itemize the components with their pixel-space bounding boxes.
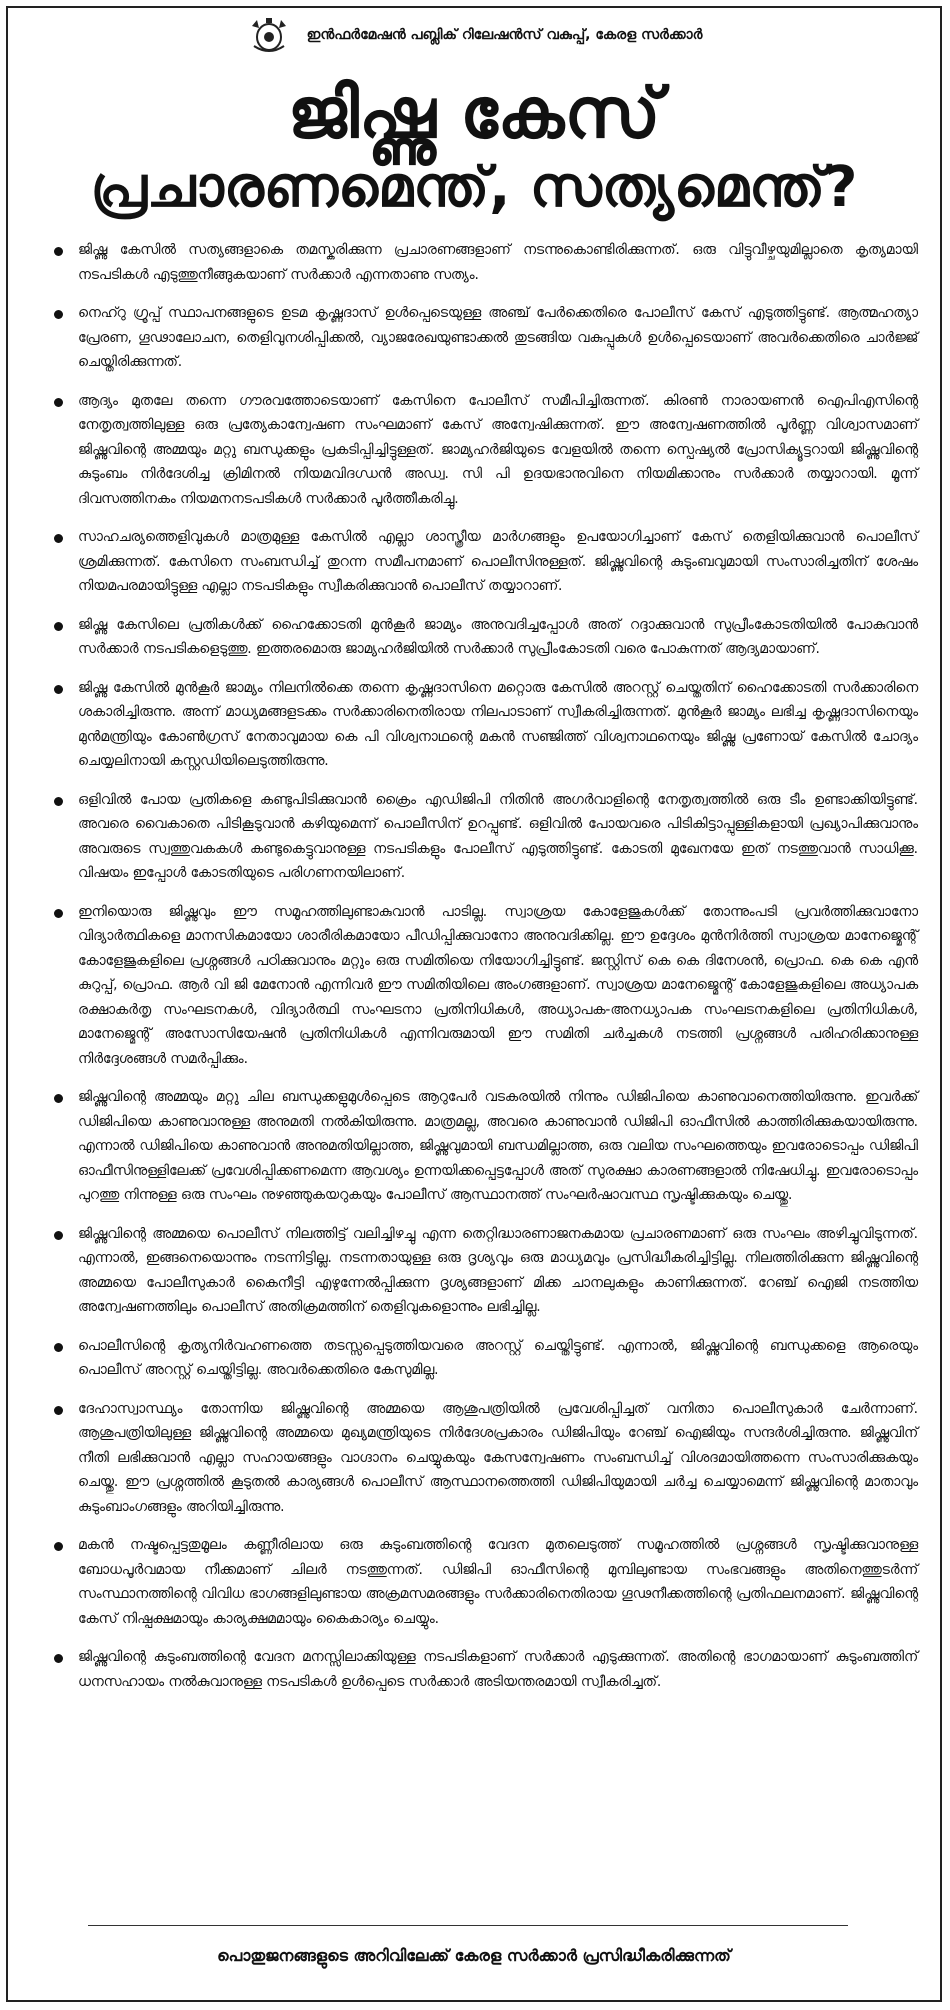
footer-divider [88, 1925, 848, 1926]
list-item [78, 788, 918, 886]
list-item [78, 1334, 918, 1383]
list-item [78, 525, 918, 599]
bullet-icon [54, 685, 63, 694]
paragraph-text: പൊലീസിന്റെ കൃത്യനിർവഹണത്തെ തടസ്സപ്പെടുത്തിയവരെ അറസ്റ്റ് ചെയ്തിട്ടുണ്ട്. എന്നാൽ, ജിഷ്ണുവിന്റെ ബന്ധുക്കളെ ആരെയും പൊലീസ് അറസ്റ്റ് ചെയ്തിട്ടില്ല. അവർക്കെതിരെ കേസുമില്ല. [78, 1337, 918, 1378]
list-item [78, 1533, 918, 1631]
bullet-icon [54, 1406, 63, 1415]
bullet-icon [54, 1094, 63, 1103]
paragraph-text: ജിഷ്ണു കേസിലെ പ്രതികൾക്ക് ഹൈക്കോടതി മുൻകൂർ ജാമ്യം അനുവദിച്ചപ്പോൾ അത് റദ്ദാക്കുവാൻ സുപ്രീംകോടതിയിൽ പോകുവാൻ സർക്കാർ നടപടികളെടുത്തു. ഇത്തരമൊരു ജാമ്യഹർജിയിൽ സർക്കാർ സുപ്രീംകോടതി വരെ പോകുന്നത് ആദ്യമായാണ്. [78, 616, 918, 657]
department-name: ഇൻഫർമേഷൻ പബ്ലിക് റിലേഷൻസ് വകുപ്പ്, കേരള സർക്കാർ [306, 27, 703, 43]
bullet-icon [54, 797, 63, 806]
footer-text: പൊതുജനങ്ങളുടെ അറിവിലേക്ക് കേരള സർക്കാർ പ്രസിദ്ധീകരിക്കുന്നത് [217, 1946, 731, 1965]
paragraph-text: ജിഷ്ണുവിന്റെ കുടുംബത്തിന്റെ വേദന മനസ്സിലാക്കിയുള്ള നടപടികളാണ് സർക്കാർ എടുക്കുന്നത്. അതിന്റെ ഭാഗമായാണ് കുടുംബത്തിന് ധനസഹായം നൽകുവാനുള്ള നടപടികൾ ഉൾപ്പെടെ സർക്കാർ അടിയന്തരമായി സ്വീകരിച്ചത്. [78, 1649, 918, 1690]
bullet-icon [54, 1542, 63, 1551]
list-item [78, 613, 918, 662]
list-item [78, 301, 918, 375]
list-item [78, 1645, 918, 1694]
bullet-icon [54, 622, 63, 631]
kerala-emblem-icon [246, 16, 292, 54]
bullet-icon [54, 1231, 63, 1240]
list-item [78, 1085, 918, 1208]
list-item [78, 676, 918, 774]
bullet-icon [54, 247, 63, 256]
paragraph-text: സാഹചര്യത്തെളിവുകൾ മാത്രമുള്ള കേസിൽ എല്ലാ ശാസ്ത്രീയ മാർഗങ്ങളും ഉപയോഗിച്ചാണ് കേസ് തെളിയിക്കുവാൻ പൊലീസ് ശ്രമിക്കുന്നത്. കേസിനെ സംബന്ധിച്ച് തുറന്ന സമീപനമാണ് പൊലീസിനുള്ളത്. ജിഷ്ണുവിന്റെ കുടുംബവുമായി സംസാരിച്ചതിന് ശേഷം നിയമപരമായിട്ടുള്ള എല്ലാ നടപടികളും സ്വീകരിക്കുവാൻ പൊലീസ് തയ്യാറാണ്. [78, 529, 918, 594]
list-item [78, 1397, 918, 1520]
headline-title: ജിഷ്ണു കേസ് [287, 72, 661, 154]
statement-list [78, 238, 918, 1708]
paragraph-text: ഒളിവിൽ പോയ പ്രതികളെ കണ്ടുപിടിക്കുവാൻ ക്രൈം എഡിജിപി നിതിൻ അഗർവാളിന്റെ നേതൃത്വത്തിൽ ഒരു ടീം ഉണ്ടാക്കിയിട്ടുണ്ട്. അവരെ വൈകാതെ പിടികൂടുവാൻ കഴിയുമെന്ന് പൊലീസിന് ഉറപ്പുണ്ട്. ഒളിവിൽ പോയവരെ പിടികിട്ടാപ്പുള്ളികളായി പ്രഖ്യാപിക്കുവാനും അവരുടെ സ്വത്തുവകകൾ കണ്ടുകെട്ടുവാനുള്ള നടപടികളും പോലീസ് എടുത്തിട്ടുണ്ട്. കോടതി മുഖേനയേ ഇത് നടത്തുവാൻ സാധിക്കൂ. വിഷയം ഇപ്പോൾ കോടതിയുടെ പരിഗണനയിലാണ്. [78, 791, 918, 881]
bullet-icon [54, 398, 63, 407]
list-item [78, 238, 918, 287]
paragraph-text: ആദ്യം മുതലേ തന്നെ ഗൗരവത്തോടെയാണ് കേസിനെ പോലീസ് സമീപിച്ചിരുന്നത്. കിരൺ നാരായണൻ ഐപിഎസിന്റെ നേതൃത്വത്തിലുള്ള ഒരു പ്രത്യേകാന്വേഷണ സംഘമാണ് കേസ് അന്വേഷിക്കുന്നത്. ഈ അന്വേഷണത്തിൽ പൂർണ്ണ വിശ്വാസമാണ് ജിഷ്ണുവിന്റെ അമ്മയും മറ്റു ബന്ധുക്കളും പ്രകടിപ്പിച്ചിട്ടുള്ളത്. ജാമ്യഹർജിയുടെ വേളയിൽ തന്നെ സ്പെഷ്യൽ പ്രോസിക്യൂട്ടറായി ജിഷ്ണുവിന്റെ കുടുംബം നിർദേശിച്ച ക്രിമിനൽ നിയമവിദഗ്ധൻ അഡ്വ. സി പി ഉദയഭാനുവിനെ നിയമിക്കാനും സർക്കാർ തയ്യാറായി. മൂന്ന് ദിവസത്തിനകം നിയമനനടപടികൾ സർക്കാർ പൂർത്തീകരിച്ചു. [78, 392, 918, 507]
bullet-icon [54, 909, 63, 918]
paragraph-text: ജിഷ്ണുവിന്റെ അമ്മയും മറ്റു ചില ബന്ധുക്കളുമുൾപ്പെടെ ആറുപേർ വടകരയിൽ നിന്നും ഡിജിപിയെ കാണുവാനെത്തിയിരുന്നു. ഇവർക്ക് ഡിജിപിയെ കാണുവാനുള്ള അനുമതി നൽകിയിരുന്നു. മാത്രമല്ല, അവരെ കാണുവാൻ ഡിജിപി ഓഫീസിൽ കാത്തിരിക്കുകയായിരുന്നു. എന്നാൽ ഡിജിപിയെ കാണുവാൻ അനുമതിയില്ലാത്ത, ജിഷ്ണുവുമായി ബന്ധമില്ലാത്ത, ഒരു വലിയ സംഘത്തെയും ഇവരോടൊപ്പം ഡിജിപി ഓഫീസിനുള്ളിലേക്ക് പ്രവേശിപ്പിക്കണമെന്ന ആവശ്യം ഉന്നയിക്കപ്പെട്ടപ്പോൾ അത് സുരക്ഷാ കാരണങ്ങളാൽ നിഷേധിച്ചു. ഇവരോടൊപ്പം പുറത്തു നിന്നുള്ള ഒരു സംഘം നുഴഞ്ഞുകയറുകയും പോലീസ് ആസ്ഥാനത്ത് സംഘർഷാവസ്ഥ സൃഷ്ടിക്കുകയും ചെയ്തു. [78, 1089, 918, 1203]
bullet-icon [54, 310, 63, 319]
headline-subtitle: പ്രചാരണമെന്ത്, സത്യമെന്ത്? [90, 155, 858, 220]
header [8, 16, 940, 54]
advertisement-page [6, 6, 942, 2002]
list-item [78, 389, 918, 512]
list-item [78, 900, 918, 1072]
paragraph-text: ജിഷ്ണുവിന്റെ അമ്മയെ പൊലീസ് നിലത്തിട്ട് വലിച്ചിഴച്ചു എന്ന തെറ്റിദ്ധാരണാജനകമായ പ്രചാരണമാണ് ഒരു സംഘം അഴിച്ചുവിടുന്നത്. എന്നാൽ, ഇങ്ങനെയൊന്നും നടന്നിട്ടില്ല. നടന്നതായുള്ള ഒരു ദൃശ്യവും ഒരു മാധ്യമവും പ്രസിദ്ധീകരിച്ചിട്ടില്ല. നിലത്തിരിക്കുന്ന ജിഷ്ണുവിന്റെ അമ്മയെ പോലീസുകാർ കൈനീട്ടി എഴുന്നേൽപ്പിക്കുന്ന ദൃശ്യങ്ങളാണ് മിക്ക ചാനലുകളും കാണിക്കുന്നത്. റേഞ്ച് ഐജി നടത്തിയ അന്വേഷണത്തിലും പൊലീസ് അതിക്രമത്തിന് തെളിവുകളൊന്നും ലഭിച്ചില്ല. [78, 1225, 918, 1315]
paragraph-text: നെഹ്റു ഗ്രൂപ്പ് സ്ഥാപനങ്ങളുടെ ഉടമ കൃഷ്ണദാസ് ഉൾപ്പെടെയുള്ള അഞ്ച് പേർക്കെതിരെ പോലീസ് കേസ് എടുത്തിട്ടുണ്ട്. ആത്മഹത്യാ പ്രേരണ, ഗൂഢാലോചന, തെളിവുനശിപ്പിക്കൽ, വ്യാജരേഖയുണ്ടാക്കൽ തുടങ്ങിയ വകുപ്പുകൾ ഉൾപ്പെടെയാണ് അവർക്കെതിരെ ചാർജ്ജ് ചെയ്തിരിക്കുന്നത്. [78, 305, 918, 370]
list-item [78, 1222, 918, 1320]
paragraph-text: ജിഷ്ണു കേസിൽ സത്യങ്ങളാകെ തമസ്കരിക്കുന്ന പ്രചാരണങ്ങളാണ് നടന്നുകൊണ്ടിരിക്കുന്നത്. ഒരു വിട്ടുവീഴ്ചയുമില്ലാതെ കൃത്യമായി നടപടികൾ എടുത്തുനീങ്ങുകയാണ് സർക്കാർ എന്നതാണു സത്യം. [78, 242, 918, 283]
bullet-icon [54, 1654, 63, 1663]
paragraph-text: ഇനിയൊരു ജിഷ്ണുവും ഈ സമൂഹത്തിലുണ്ടാകുവാൻ പാടില്ല. സ്വാശ്രയ കോളേജുകൾക്ക് തോന്നുംപടി പ്രവർത്തിക്കുവാനോ വിദ്യാർത്ഥികളെ മാനസികമായോ ശാരീരികമായോ പീഡിപ്പിക്കുവാനോ അനുവദിക്കില്ല. ഈ ഉദ്ദേശം മുൻനിർത്തി സ്വാശ്രയ മാനേജ്മെന്റ് കോളേജുകളിലെ പ്രശ്നങ്ങൾ പഠിക്കുവാനും മറ്റും ഒരു സമിതിയെ നിയോഗിച്ചിട്ടുണ്ട്. ജസ്റ്റിസ് കെ കെ ദിനേശൻ, പ്രൊഫ. കെ കെ എൻ കുറുപ്പ്, പ്രൊഫ. ആർ വി ജി മേനോൻ എന്നിവർ ഈ സമിതിയിലെ അംഗങ്ങളാണ്. സ്വാശ്രയ മാനേജ്മെന്റ് കോളേജുകളിലെ അധ്യാപക രക്ഷാകർതൃ സംഘടനകൾ, വിദ്യാർത്ഥി സംഘടനാ പ്രതിനിധികൾ, അധ്യാപക-അനധ്യാപക സംഘടനകളിലെ പ്രതിനിധികൾ, മാനേജ്മെന്റ് അസോസിയേഷൻ പ്രതിനിധികൾ എന്നിവരുമായി ഈ സമിതി ചർച്ചകൾ നടത്തി പ്രശ്നങ്ങൾ പരിഹരിക്കാനുള്ള നിർദ്ദേശങ്ങൾ സമർപ്പിക്കും. [78, 903, 918, 1067]
paragraph-text: ദേഹാസ്വാസ്ഥ്യം തോന്നിയ ജിഷ്ണുവിന്റെ അമ്മയെ ആശുപത്രിയിൽ പ്രവേശിപ്പിച്ചത് വനിതാ പൊലീസുകാർ ചേർന്നാണ്. ആശുപത്രിയിലുള്ള ജിഷ്ണുവിന്റെ അമ്മയെ മുഖ്യമന്ത്രിയുടെ നിർദേശപ്രകാരം ഡിജിപിയും റേഞ്ച് ഐജിയും സന്ദർശിച്ചിരുന്നു. ജിഷ്ണുവിന് നീതി ലഭിക്കുവാൻ എല്ലാ സഹായങ്ങളും വാഗ്ദാനം ചെയ്യുകയും കേസന്വേഷണം സംബന്ധിച്ച് വിശദമായിത്തന്നെ സംസാരിക്കുകയും ചെയ്തു. ഈ പ്രശ്നത്തിൽ കൂടുതൽ കാര്യങ്ങൾ പൊലീസ് ആസ്ഥാനത്തെത്തി ഡിജിപിയുമായി ചർച്ച ചെയ്യാമെന്ന് ജിഷ്ണുവിന്റെ മാതാവും കുടുംബാംഗങ്ങളും അറിയിച്ചിരുന്നു. [78, 1400, 918, 1515]
bullet-icon [54, 1343, 63, 1352]
paragraph-text: മകൻ നഷ്ടപ്പെട്ടതുമൂലം കണ്ണീരിലായ ഒരു കുടുംബത്തിന്റെ വേദന മുതലെടുത്ത് സമൂഹത്തിൽ പ്രശ്നങ്ങൾ സൃഷ്ടിക്കുവാനുള്ള ബോധപൂർവമായ നീക്കമാണ് ചിലർ നടത്തുന്നത്. ഡിജിപി ഓഫീസിന്റെ മുമ്പിലുണ്ടായ സംഭവങ്ങളും അതിനെത്തുടർന്ന് സംസ്ഥാനത്തിന്റെ വിവിധ ഭാഗങ്ങളിലുണ്ടായ അക്രമസമരങ്ങളും സർക്കാരിനെതിരായ ഗൂഢനീക്കത്തിന്റെ പ്രതിഫലനമാണ്. ജിഷ്ണുവിന്റെ കേസ് നിഷ്പക്ഷമായും കാര്യക്ഷമമായും കൈകാര്യം ചെയ്യും. [78, 1537, 918, 1627]
bullet-icon [54, 534, 63, 543]
paragraph-text: ജിഷ്ണു കേസിൽ മുൻകൂർ ജാമ്യം നിലനിൽക്കെ തന്നെ കൃഷ്ണദാസിനെ മറ്റൊരു കേസിൽ അറസ്റ്റ് ചെയ്തതിന് ഹൈക്കോടതി സർക്കാരിനെ ശകാരിച്ചിരുന്നു. അന്ന് മാധ്യമങ്ങളടക്കം സർക്കാരിനെതിരായ നിലപാടാണ് സ്വീകരിച്ചിരുന്നത്. മുൻകൂർ ജാമ്യം ലഭിച്ച കൃഷ്ണദാസിനെയും മുൻമന്ത്രിയും കോൺഗ്രസ് നേതാവുമായ കെ പി വിശ്വനാഥന്റെ മകൻ സഞ്ജിത്ത് വിശ്വനാഥനെയും ജിഷ്ണു പ്രണോയ് കേസിൽ ചോദ്യം ചെയ്യലിനായി കസ്റ്റഡിയിലെടുത്തിരുന്നു. [78, 679, 918, 769]
